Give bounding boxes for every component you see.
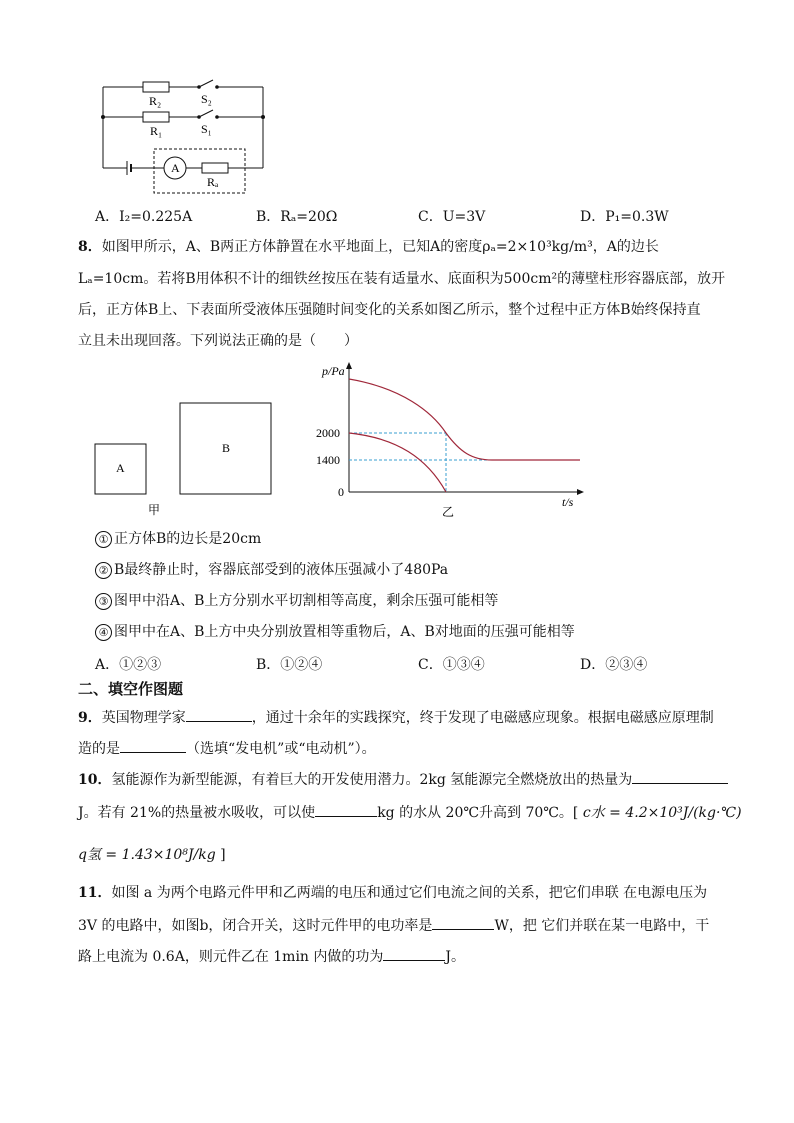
cube-b-label: B xyxy=(222,441,231,455)
q7-option-a: A．I₂=0.225A xyxy=(95,209,193,225)
q8-line-3: 后，正方体B上、下表面所受液体压强随时间变化的关系如图乙所示，整个过程中正方体B始终保持直 xyxy=(78,302,701,318)
section-title: 二、填空作图题 xyxy=(78,680,184,698)
q11-line-2: 3V 的电路中，如图b，闭合开关，这时元件甲的电功率是 W，把 它们并联在某一电路中，干 xyxy=(78,914,709,936)
switch-s2 xyxy=(199,80,213,87)
label-s2: S₂ xyxy=(201,92,212,106)
figure-jia xyxy=(90,398,280,518)
figure-jia-caption: 甲 xyxy=(148,503,161,517)
label-ammeter: A xyxy=(171,161,180,175)
label-ra: Rₐ xyxy=(207,175,219,189)
q10-blank-2[interactable] xyxy=(315,801,377,817)
q10-blank-1[interactable] xyxy=(632,768,728,784)
q11-line-1: 11．如图 a 为两个电路元件甲和乙两端的电压和通过它们电流之间的关系，把它们串联 在电源电压为 xyxy=(78,885,708,901)
q9-line-1: 9．英国物理学家 ，通过十余年的实践探究，终于发现了电磁感应现象。根据电磁感应原理制 xyxy=(78,706,714,728)
switch-s1 xyxy=(199,110,213,117)
curve-upper-surface xyxy=(349,433,446,492)
x-axis-label: t/s xyxy=(562,495,574,509)
resistor-r2 xyxy=(143,82,169,92)
cube-a-label: A xyxy=(116,461,125,475)
q8-statement-1: ① 正方体B的边长是20cm xyxy=(95,529,261,549)
q9-blank-2[interactable] xyxy=(120,737,186,753)
q8-option-d: D．②③④ xyxy=(580,657,648,673)
q-h-formula: q氢 = 1.43×10⁸J/kg xyxy=(78,847,216,863)
q8-option-c: C．①③④ xyxy=(418,657,485,673)
ammeter-dashed-box xyxy=(154,149,245,193)
q11-blank-1[interactable] xyxy=(432,914,494,930)
q7-option-d: D．P₁=0.3W xyxy=(580,209,669,225)
label-r2: R₂ xyxy=(149,94,162,108)
q11-blank-2[interactable] xyxy=(383,945,445,961)
label-s1: S₁ xyxy=(201,122,212,136)
y-axis-arrow xyxy=(346,362,352,369)
resistor-ra xyxy=(202,163,228,173)
q8-statement-4: ④ 图甲中在A、B上方中央分别放置相等重物后，A、B对地面的压强可能相等 xyxy=(95,622,575,642)
origin-label: 0 xyxy=(338,485,344,499)
q9-line-2: 造的是 （选填“发电机”或“电动机”）。 xyxy=(78,737,376,759)
c-water-formula: c水 = 4.2×10³J/(kg·℃) xyxy=(582,805,742,821)
q8-line-1: 8．如图甲所示，A、B两正方体静置在水平地面上，已知A的密度ρₐ=2×10³kg/m³，A的边长 xyxy=(78,239,659,255)
resistor-r1 xyxy=(143,112,169,122)
figure-yi-caption: 乙 xyxy=(442,505,455,519)
y-axis-label: p/Pa xyxy=(322,364,345,378)
q11-line-3: 路上电流为 0.6A，则元件乙在 1min 内做的功为 J。 xyxy=(78,945,465,967)
curve-lower-surface xyxy=(349,379,580,460)
q10-line-3: q氢 = 1.43×10⁸J/kg ] xyxy=(78,847,226,863)
q10-line-2: J。若有 21%的热量被水吸收，可以使 kg 的水从 20℃升高到 70℃。[ c水 = 4.2×10³J/(kg·℃) xyxy=(78,801,742,823)
q7-option-c: C．U=3V xyxy=(418,209,486,225)
tick-2000: 2000 xyxy=(316,426,340,440)
q10-line-1: 10．氢能源作为新型能源，有着巨大的开发使用潜力。2kg 氢能源完全燃烧放出的热量为 xyxy=(78,768,728,790)
q8-line-4: 立且未出现回落。下列说法正确的是（ ） xyxy=(78,333,358,349)
q8-option-a: A．①②③ xyxy=(95,657,162,673)
circuit-diagram xyxy=(95,75,275,200)
q7-option-b: B．Rₐ=20Ω xyxy=(256,209,338,225)
tick-1400: 1400 xyxy=(316,453,340,467)
q9-blank-1[interactable] xyxy=(186,706,252,722)
figure-yi xyxy=(312,360,592,520)
q8-line-2: Lₐ=10cm。若将B用体积不计的细铁丝按压在装有适量水、底面积为500cm²的薄壁柱形容器底部，放开 xyxy=(78,271,726,287)
label-r1: R₁ xyxy=(150,124,163,138)
q8-option-b: B．①②④ xyxy=(256,657,323,673)
q8-statement-3: ③ 图甲中沿A、B上方分别水平切割相等高度，剩余压强可能相等 xyxy=(95,591,498,611)
x-axis-arrow xyxy=(577,489,584,495)
q8-statement-2: ② B最终静止时，容器底部受到的液体压强减小了480Pa xyxy=(95,560,448,580)
